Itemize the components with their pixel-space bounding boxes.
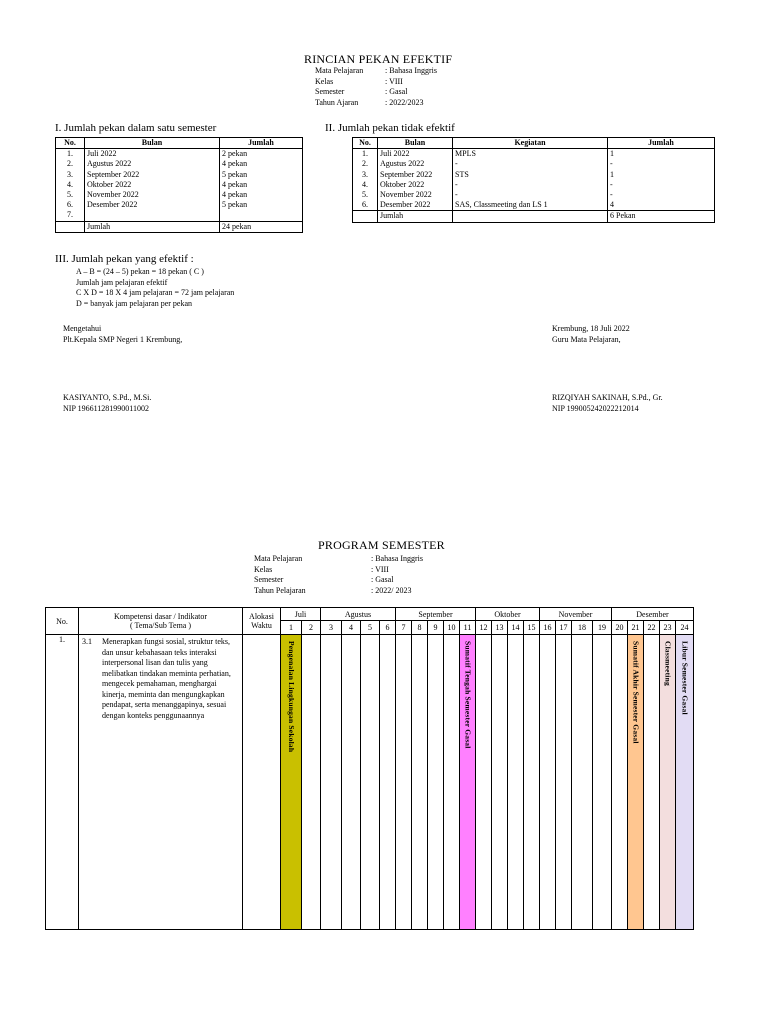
- table-cell: 7.: [56, 210, 85, 221]
- table-cell: [85, 210, 220, 221]
- table-cell: September 2022: [378, 170, 453, 180]
- event-label: Libur Semester Gasal: [680, 641, 690, 715]
- table-cell: 1.: [353, 149, 378, 160]
- table-cell: 2.: [353, 159, 378, 169]
- info-label: Mata Pelajaran: [315, 66, 364, 75]
- program-title: PROGRAM SEMESTER: [318, 538, 445, 552]
- week-header: 23: [660, 621, 676, 635]
- event-cell-classmeeting: [660, 635, 676, 930]
- sig-nip: NIP 196611281990011002: [63, 404, 149, 413]
- table-row: [353, 200, 715, 211]
- total-cell: [453, 211, 608, 222]
- calc-line: C X D = 18 X 4 jam pelajaran = 72 jam pelajaran: [76, 288, 235, 297]
- week-header: 21: [628, 621, 644, 635]
- alokasi-line2: Waktu: [251, 621, 272, 630]
- col-no-header: No.: [46, 608, 79, 635]
- rincian-title: RINCIAN PEKAN EFEKTIF: [304, 52, 453, 66]
- table-cell: -: [608, 180, 715, 190]
- week-header: 24: [676, 621, 694, 635]
- week-header: 18: [572, 621, 593, 635]
- table-cell: 3.: [56, 170, 85, 180]
- week-header: 22: [644, 621, 660, 635]
- kd-text: Menerapkan fungsi sosial, struktur teks, dan unsur kebahasaan teks interaksi interpersonal lisan dan tulis yang melibatkan tindakan meminta perhatian, mengecek pemahaman, menghargai kinerja, meminta dan mengungkapkan pendapat, serta menanggapinya, sesuai dengan konteks penggunaannya: [102, 637, 231, 720]
- table-cell: 2.: [56, 159, 85, 169]
- table-cell: 2 pekan: [220, 149, 303, 160]
- table-cell: SAS, Classmeeting dan LS 1: [453, 200, 608, 211]
- sig-name: RIZQIYAH SAKINAH, S.Pd., Gr.: [552, 393, 663, 402]
- kd-cell: [79, 635, 243, 930]
- table-cell: 5 pekan: [220, 200, 303, 210]
- week-cell: [593, 635, 612, 930]
- table-row: [353, 180, 715, 190]
- table-cell: Oktober 2022: [378, 180, 453, 190]
- table-row: [353, 149, 715, 160]
- table-cell: November 2022: [85, 190, 220, 200]
- table-cell: Juli 2022: [378, 149, 453, 160]
- info-value: : Gasal: [371, 575, 394, 584]
- week-header: 12: [476, 621, 492, 635]
- total-cell: Jumlah: [85, 221, 220, 232]
- info-value: : VIII: [371, 564, 389, 574]
- week-header: 9: [428, 621, 444, 635]
- info-label: Kelas: [254, 564, 273, 574]
- event-label: Pengenalan Lingkungan Sekolah: [287, 641, 296, 753]
- table-cell: -: [453, 180, 608, 190]
- event-cell-libur: [676, 635, 694, 930]
- alokasi-cell: [243, 635, 281, 930]
- signature-right: [552, 323, 630, 345]
- week-header: 11: [460, 621, 476, 635]
- section2-table: [352, 137, 715, 223]
- table-cell: 4 pekan: [220, 180, 303, 190]
- table-row: [56, 170, 303, 180]
- week-header: 10: [444, 621, 460, 635]
- month-header: Oktober: [476, 608, 540, 621]
- week-header: 7: [396, 621, 412, 635]
- week-header: 13: [492, 621, 508, 635]
- week-header: 5: [361, 621, 380, 635]
- table-cell: Desember 2022: [378, 200, 453, 211]
- table-cell: 5.: [353, 190, 378, 200]
- week-cell: [644, 635, 660, 930]
- col-header: Jumlah: [608, 138, 715, 149]
- month-header: Juli: [281, 608, 321, 621]
- info-label: Tahun Ajaran: [315, 97, 359, 107]
- week-cell: [612, 635, 628, 930]
- sig-nip: NIP 199005242022212014: [552, 404, 639, 413]
- table-cell: November 2022: [378, 190, 453, 200]
- total-cell: [353, 211, 378, 222]
- table-cell: Juli 2022: [85, 149, 220, 160]
- info-label: Mata Pelajaran: [254, 554, 303, 563]
- table-cell: -: [453, 159, 608, 169]
- section2-title: II. Jumlah pekan tidak efektif: [325, 122, 455, 134]
- week-header: 6: [380, 621, 396, 635]
- week-header: 2: [302, 621, 321, 635]
- table-row: [56, 190, 303, 200]
- table-row: [353, 159, 715, 169]
- program-info: [254, 554, 423, 596]
- week-header: 20: [612, 621, 628, 635]
- table-cell: 3.: [353, 170, 378, 180]
- table-cell: 4 pekan: [220, 190, 303, 200]
- week-header: 3: [321, 621, 342, 635]
- section1-table: [55, 137, 303, 233]
- table-cell: 5 pekan: [220, 170, 303, 180]
- alokasi-line1: Alokasi: [249, 612, 274, 621]
- table-cell: [220, 210, 303, 221]
- kd-header-line1: Kompetensi dasar / Indikator: [113, 612, 208, 621]
- week-header: 14: [508, 621, 524, 635]
- signature-left-name: [63, 392, 151, 414]
- table-cell: 6.: [56, 200, 85, 210]
- info-value: : 2022/ 2023: [371, 585, 412, 595]
- table-cell: STS: [453, 170, 608, 180]
- signature-right-name: [552, 392, 663, 414]
- table-row: [56, 200, 303, 210]
- table-cell: Agustus 2022: [85, 159, 220, 169]
- week-header: 1: [281, 621, 302, 635]
- section3-title: III. Jumlah pekan yang efektif :: [55, 253, 194, 265]
- table-cell: 1: [608, 149, 715, 160]
- section3-lines: [76, 267, 234, 309]
- total-row: [56, 221, 303, 232]
- table-cell: Oktober 2022: [85, 180, 220, 190]
- week-header: 16: [540, 621, 556, 635]
- week-cell: [540, 635, 556, 930]
- week-cell: [396, 635, 412, 930]
- table-cell: -: [608, 190, 715, 200]
- total-cell: 6 Pekan: [608, 211, 715, 222]
- table-cell: 1: [608, 170, 715, 180]
- signature-left: [63, 323, 182, 345]
- week-cell: [508, 635, 524, 930]
- calc-line: D = banyak jam pelajaran per pekan: [76, 298, 193, 308]
- kd-header-line2: ( Tema/Sub Tema ): [129, 621, 191, 630]
- table-cell: MPLS: [453, 149, 608, 160]
- total-cell: Jumlah: [378, 211, 453, 222]
- calc-line: A – B = (24 – 5) pekan = 18 pekan ( C ): [76, 267, 204, 276]
- week-cell: [476, 635, 492, 930]
- col-header: Kegiatan: [453, 138, 608, 149]
- sig-line: Plt.Kepala SMP Negeri 1 Krembung,: [63, 335, 183, 344]
- table-cell: 4.: [56, 180, 85, 190]
- week-cell: [380, 635, 396, 930]
- info-label: Tahun Pelajaran: [254, 585, 306, 595]
- col-alokasi-header: [243, 608, 281, 635]
- sig-line: Mengetahui: [63, 324, 102, 333]
- section1-title: I. Jumlah pekan dalam satu semester: [55, 122, 217, 134]
- col-header: Jumlah: [220, 138, 303, 149]
- info-value: : VIII: [385, 76, 403, 86]
- info-value: : 2022/2023: [385, 97, 424, 107]
- info-label: Semester: [315, 87, 345, 96]
- info-value: : Bahasa Inggris: [385, 66, 437, 75]
- table-cell: 4 pekan: [220, 159, 303, 169]
- row-no: 1.: [46, 635, 79, 930]
- week-header: 19: [593, 621, 612, 635]
- info-label: Semester: [254, 575, 284, 584]
- table-cell: -: [608, 159, 715, 169]
- month-header: September: [396, 608, 476, 621]
- event-cell-mpls: [281, 635, 302, 930]
- sig-line: Guru Mata Pelajaran,: [552, 335, 621, 344]
- table-cell: 1.: [56, 149, 85, 160]
- col-header: Bulan: [85, 138, 220, 149]
- col-header: Bulan: [378, 138, 453, 149]
- week-header: 8: [412, 621, 428, 635]
- month-header: Agustus: [321, 608, 396, 621]
- week-cell: [361, 635, 380, 930]
- table-cell: 6.: [353, 200, 378, 211]
- event-label: Sumatif Akhir Semester Gasal: [631, 641, 641, 744]
- table-row: [56, 149, 303, 160]
- week-cell: [556, 635, 572, 930]
- info-value: : Gasal: [385, 87, 408, 96]
- week-header: 15: [524, 621, 540, 635]
- event-cell-sts: [460, 635, 476, 930]
- col-header: No.: [56, 138, 85, 149]
- table-cell: Desember 2022: [85, 200, 220, 210]
- table-row: [56, 210, 303, 221]
- rincian-info: [315, 66, 437, 108]
- event-label: Classmeeting: [663, 641, 673, 686]
- week-cell: [321, 635, 342, 930]
- kd-number: 3.1: [82, 637, 92, 646]
- info-value: : Bahasa Inggris: [371, 554, 423, 563]
- week-cell: [492, 635, 508, 930]
- col-kd-header: [79, 608, 243, 635]
- total-row: [353, 211, 715, 222]
- table-cell: 4.: [353, 180, 378, 190]
- event-label: Sumatif Tengah Semester Gasal: [463, 641, 473, 749]
- month-header: Desember: [612, 608, 694, 621]
- total-cell: [56, 221, 85, 232]
- calc-line: Jumlah jam pelajaran efektif: [76, 277, 168, 287]
- table-row: [353, 190, 715, 200]
- col-header: No.: [353, 138, 378, 149]
- week-cell: [428, 635, 444, 930]
- program-semester-table: [45, 607, 694, 930]
- event-cell-sas: [628, 635, 644, 930]
- week-cell: [444, 635, 460, 930]
- table-cell: 5.: [56, 190, 85, 200]
- info-label: Kelas: [315, 76, 334, 86]
- sig-line: Krembung, 18 Juli 2022: [552, 324, 630, 333]
- week-cell: [302, 635, 321, 930]
- week-header: 4: [342, 621, 361, 635]
- table-cell: -: [453, 190, 608, 200]
- table-row: [56, 159, 303, 169]
- month-header: November: [540, 608, 612, 621]
- table-cell: September 2022: [85, 170, 220, 180]
- week-cell: [342, 635, 361, 930]
- week-cell: [412, 635, 428, 930]
- total-cell: 24 pekan: [220, 221, 303, 232]
- week-cell: [572, 635, 593, 930]
- week-header: 17: [556, 621, 572, 635]
- table-cell: 4: [608, 200, 715, 211]
- week-cell: [524, 635, 540, 930]
- table-row: [56, 180, 303, 190]
- table-cell: Agustus 2022: [378, 159, 453, 169]
- table-row: [353, 170, 715, 180]
- sig-name: KASIYANTO, S.Pd., M.Si.: [63, 393, 152, 402]
